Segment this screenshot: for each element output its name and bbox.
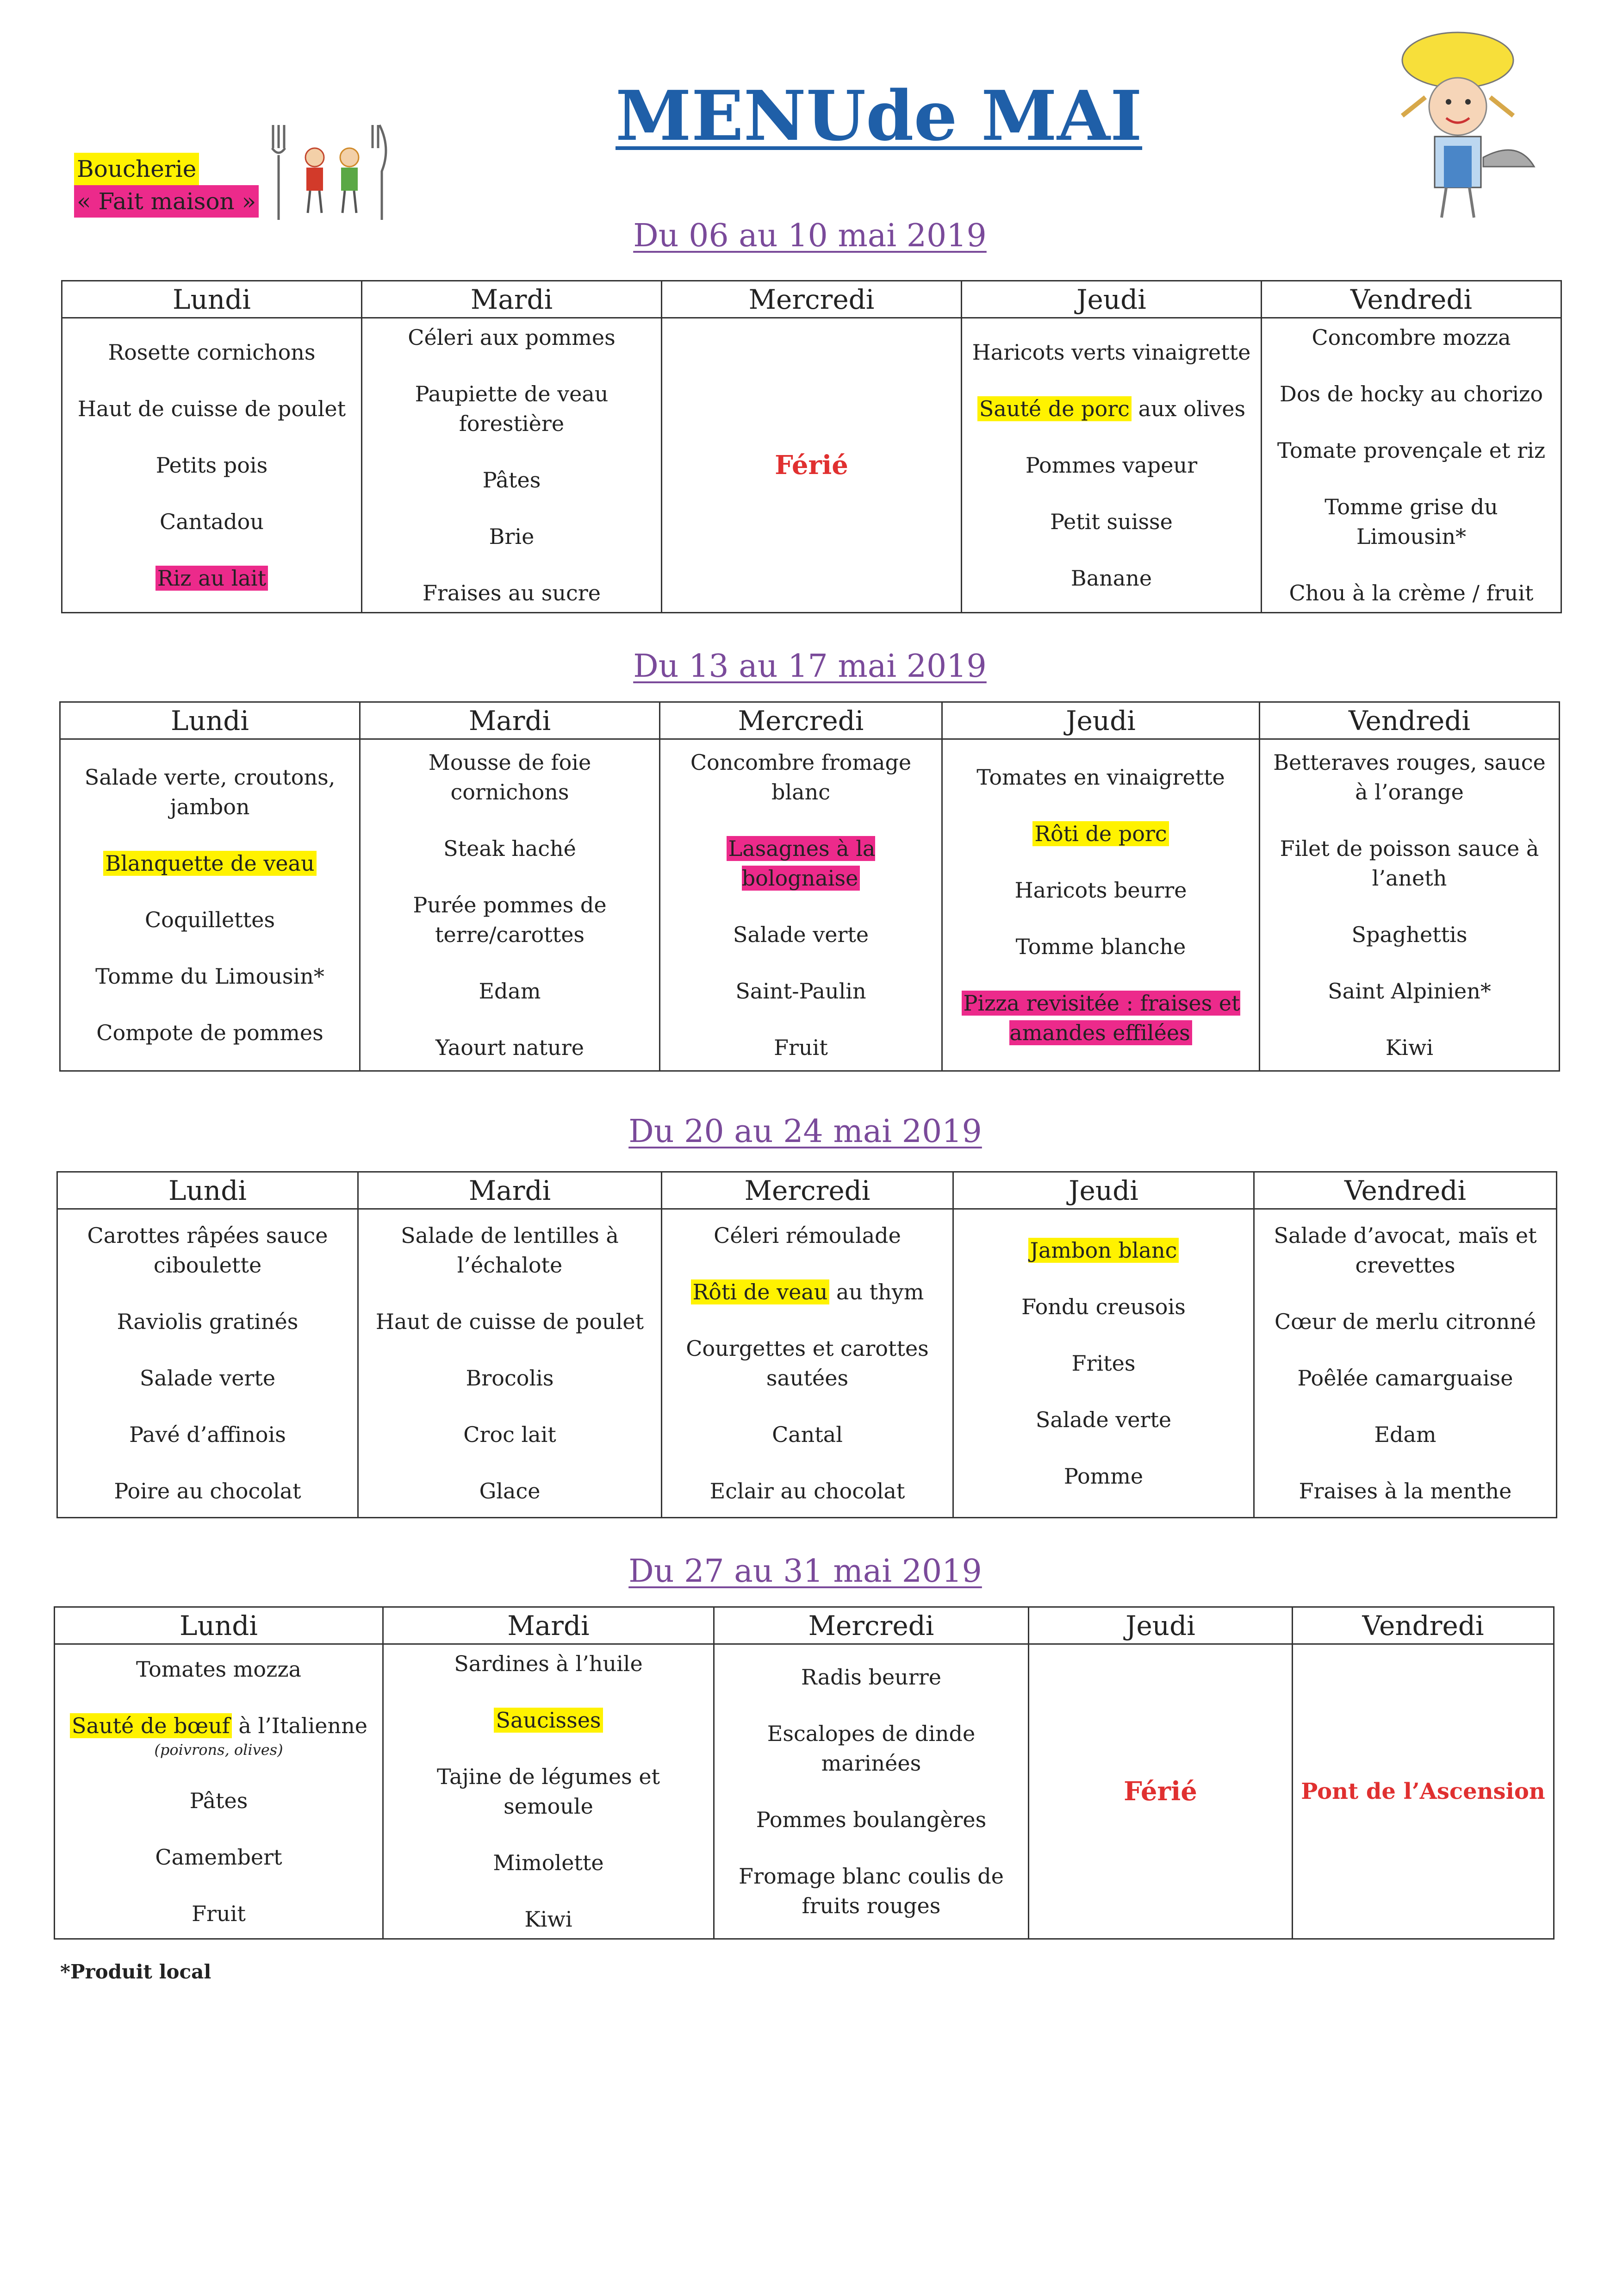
- day-header: Lundi: [55, 1607, 383, 1644]
- day-cell: [62, 318, 362, 613]
- dish: Pâtes: [189, 1788, 248, 1813]
- dish: Pavé d’affinois: [129, 1422, 286, 1447]
- dish-fait-maison: Riz au lait: [155, 566, 268, 591]
- fork-knife-children-icon: [264, 120, 403, 227]
- dish: Salade verte: [733, 922, 869, 947]
- day-cell: [1254, 1209, 1557, 1518]
- dish: Salade d’avocat, maïs et crevettes: [1274, 1223, 1537, 1278]
- day-header: Vendredi: [1262, 281, 1561, 318]
- day-header: Vendredi: [1254, 1172, 1557, 1209]
- dish: Pâtes: [482, 468, 541, 493]
- dish: Edam: [479, 979, 541, 1004]
- dish: Compote de pommes: [96, 1020, 323, 1045]
- dish: Salade de lentilles à l’échalote: [401, 1223, 619, 1278]
- week-table: [56, 1171, 1557, 1518]
- day-cell: [57, 1209, 358, 1518]
- dish: Poêlée camarguaise: [1297, 1366, 1513, 1391]
- dish: Haricots verts vinaigrette: [972, 340, 1251, 365]
- day-header: Mardi: [360, 702, 660, 739]
- day-header: Mercredi: [714, 1607, 1029, 1644]
- dish-boucherie: Saucisses: [494, 1708, 603, 1733]
- dish: Tomate provençale et riz: [1277, 438, 1546, 463]
- dish: Fondu creusois: [1021, 1294, 1186, 1319]
- legend-fait-maison: « Fait maison »: [74, 185, 259, 218]
- dish: Cantal: [772, 1422, 843, 1447]
- week-table: [61, 280, 1562, 613]
- day-header: Vendredi: [1260, 702, 1560, 739]
- footnote: *Produit local: [60, 1960, 211, 1983]
- dish-suffix: au thym: [836, 1279, 924, 1304]
- day-cell: [1260, 739, 1560, 1071]
- dish: Purée pommes de terre/carottes: [413, 892, 607, 947]
- dish: Brie: [489, 524, 535, 549]
- dish: Fraises à la menthe: [1299, 1479, 1512, 1504]
- dish: Carottes râpées sauce ciboulette: [87, 1223, 328, 1278]
- dish: Banane: [1070, 566, 1152, 591]
- day-header: Vendredi: [1293, 1607, 1554, 1644]
- dish: Petits pois: [155, 453, 268, 478]
- day-header: Mercredi: [662, 281, 962, 318]
- day-header: Lundi: [57, 1172, 358, 1209]
- dish-boucherie: Jambon blanc: [1028, 1238, 1179, 1263]
- day-header: Mardi: [383, 1607, 714, 1644]
- legend-boucherie: Boucherie: [74, 153, 199, 185]
- day-cell: [362, 318, 662, 613]
- dish: Paupiette de veau forestière: [415, 381, 609, 436]
- dish: Céleri aux pommes: [408, 325, 616, 350]
- holiday-label: Férié: [1124, 1776, 1197, 1807]
- dish-boucherie: Sauté de bœuf: [70, 1713, 232, 1738]
- dish: Chou à la crème / fruit: [1289, 580, 1534, 605]
- dish: Tomme grise du Limousin*: [1325, 494, 1498, 549]
- day-header: Mercredi: [660, 702, 942, 739]
- dish: Yaourt nature: [435, 1035, 584, 1060]
- legend: [74, 153, 259, 218]
- dish: Mimolette: [493, 1850, 604, 1875]
- day-header: Jeudi: [942, 702, 1260, 739]
- dish: Saint-Paulin: [735, 979, 866, 1004]
- day-header: Mardi: [358, 1172, 662, 1209]
- day-cell: [358, 1209, 662, 1518]
- day-cell: [942, 739, 1260, 1071]
- dish: Kiwi: [1385, 1035, 1434, 1060]
- day-header: Jeudi: [953, 1172, 1254, 1209]
- dish: Haut de cuisse de poulet: [375, 1309, 644, 1334]
- day-header: Mardi: [362, 281, 662, 318]
- day-cell: [953, 1209, 1254, 1518]
- day-cell: [55, 1644, 383, 1939]
- dish: Concombre fromage blanc: [690, 750, 912, 805]
- day-header: Jeudi: [1029, 1607, 1293, 1644]
- day-cell: [714, 1644, 1029, 1939]
- dish: Concombre mozza: [1312, 325, 1511, 350]
- week-title: Du 20 au 24 mai 2019: [628, 1113, 982, 1150]
- dish: Rosette cornichons: [108, 340, 316, 365]
- day-cell: [660, 739, 942, 1071]
- dish: Salade verte: [139, 1366, 276, 1391]
- week-table: [59, 701, 1560, 1072]
- dish: Coquillettes: [144, 907, 275, 932]
- dish: Haut de cuisse de poulet: [77, 396, 346, 421]
- dish-boucherie: Rôti de veau: [691, 1279, 830, 1304]
- dish: Tomme du Limousin*: [95, 964, 324, 989]
- dish: Glace: [479, 1479, 541, 1504]
- week-title: Du 27 au 31 mai 2019: [628, 1553, 982, 1590]
- dish: Radis beurre: [801, 1665, 941, 1690]
- dish: Frites: [1071, 1351, 1136, 1376]
- dish: Mousse de foie cornichons: [428, 750, 591, 805]
- dish: Spaghettis: [1351, 922, 1468, 947]
- day-header: Mercredi: [662, 1172, 953, 1209]
- dish: Croc lait: [463, 1422, 556, 1447]
- dish-boucherie: Blanquette de veau: [103, 851, 316, 876]
- day-cell: [962, 318, 1262, 613]
- dish: Salade verte: [1035, 1407, 1172, 1432]
- dish: Steak haché: [443, 836, 576, 861]
- dish: Pommes vapeur: [1025, 453, 1198, 478]
- dish: Céleri rémoulade: [714, 1223, 901, 1248]
- dish: Fromage blanc coulis de fruits rouges: [739, 1864, 1004, 1918]
- dish-fait-maison: Lasagnes à la bolognaise: [727, 836, 876, 891]
- day-header: Lundi: [62, 281, 362, 318]
- dish: Courgettes et carottes sautées: [686, 1336, 929, 1391]
- dish-boucherie: Rôti de porc: [1032, 821, 1169, 846]
- chef-girl-illustration: [1370, 28, 1546, 227]
- dish: Camembert: [155, 1845, 282, 1870]
- page-title: MENUde MAI: [616, 75, 1143, 156]
- dish: Eclair au chocolat: [709, 1479, 905, 1504]
- dish: Poire au chocolat: [114, 1479, 301, 1504]
- week-title: Du 06 au 10 mai 2019: [633, 218, 987, 254]
- dish: Tajine de légumes et semoule: [436, 1764, 660, 1819]
- week-title: Du 13 au 17 mai 2019: [633, 648, 987, 685]
- dish: Tomme blanche: [1015, 934, 1186, 959]
- dish: Cœur de merlu citronné: [1274, 1309, 1536, 1334]
- dish: Pommes boulangères: [756, 1807, 987, 1832]
- day-header: Jeudi: [962, 281, 1262, 318]
- dish: Fraises au sucre: [423, 580, 601, 605]
- dish: Fruit: [192, 1901, 246, 1926]
- dish-suffix: à l’Italienne: [238, 1713, 367, 1738]
- dish-boucherie: Sauté de porc: [977, 396, 1132, 421]
- dish: Tomates mozza: [136, 1657, 301, 1682]
- holiday-label: Férié: [775, 450, 848, 480]
- dish: Filet de poisson sauce à l’aneth: [1280, 836, 1539, 891]
- dish: Saint Alpinien*: [1328, 979, 1491, 1004]
- dish: Dos de hocky au chorizo: [1279, 381, 1543, 406]
- dish-suffix: aux olives: [1138, 396, 1246, 421]
- dish: Fruit: [774, 1035, 828, 1060]
- dish: Betteraves rouges, sauce à l’orange: [1273, 750, 1546, 805]
- day-cell: [1293, 1644, 1554, 1939]
- dish: Pomme: [1063, 1464, 1144, 1489]
- dish-fait-maison: Pizza revisitée : fraises et amandes effilées: [962, 991, 1240, 1045]
- day-cell: [60, 739, 360, 1071]
- dish: Petit suisse: [1050, 509, 1173, 534]
- dish: Cantadou: [160, 509, 264, 534]
- day-cell: [1262, 318, 1561, 613]
- day-cell: [662, 1209, 953, 1518]
- day-header: Lundi: [60, 702, 360, 739]
- day-cell: [662, 318, 962, 613]
- dish-note: (poivrons, olives): [154, 1741, 283, 1759]
- week-table: [54, 1606, 1555, 1940]
- holiday-label: Pont de l’Ascension: [1301, 1778, 1545, 1804]
- dish: Salade verte, croutons, jambon: [84, 765, 336, 819]
- day-cell: [1029, 1644, 1293, 1939]
- dish: Tomates en vinaigrette: [976, 765, 1225, 790]
- day-cell: [383, 1644, 714, 1939]
- dish: Edam: [1374, 1422, 1436, 1447]
- dish: Brocolis: [466, 1366, 554, 1391]
- dish: Kiwi: [524, 1907, 572, 1932]
- dish: Sardines à l’huile: [454, 1651, 643, 1676]
- dish: Escalopes de dinde marinées: [767, 1721, 976, 1776]
- dish: Haricots beurre: [1014, 878, 1187, 903]
- dish: Raviolis gratinés: [117, 1309, 298, 1334]
- day-cell: [360, 739, 660, 1071]
